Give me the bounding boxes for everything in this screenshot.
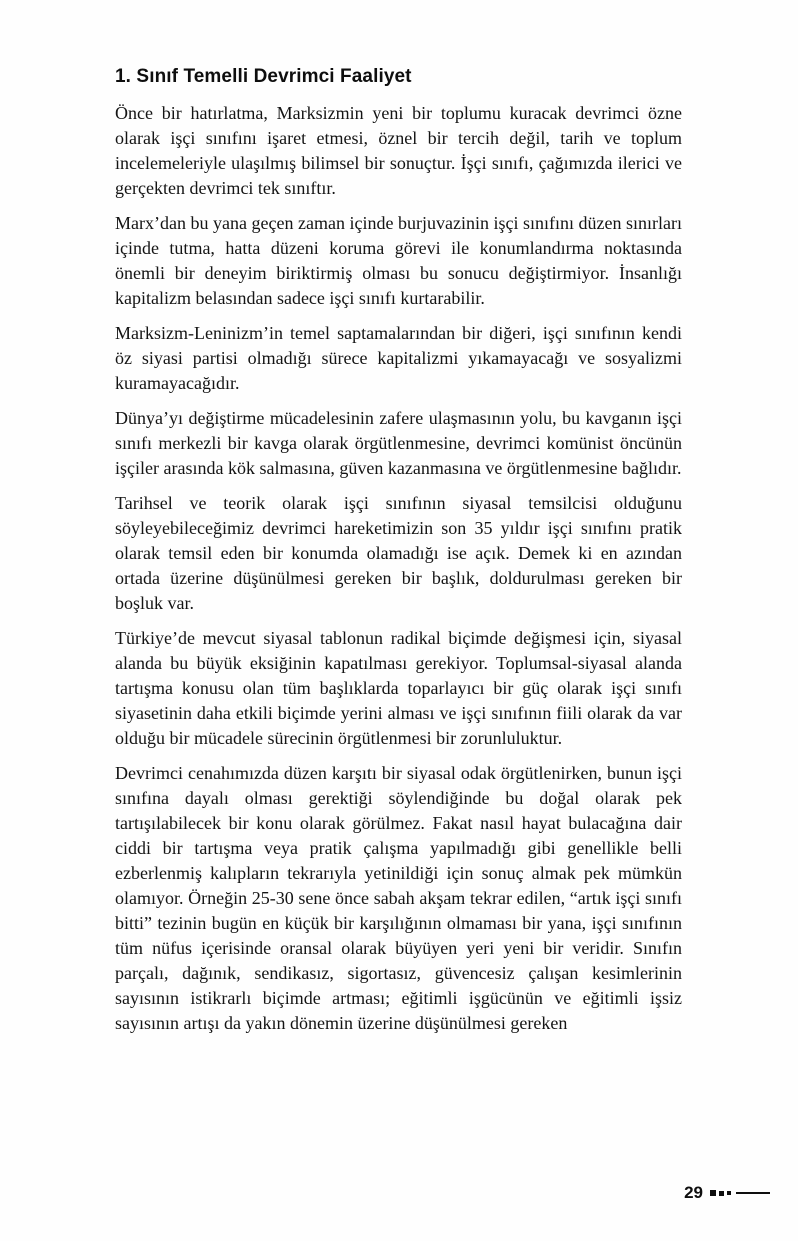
paragraph: Marksizm-Leninizm’in temel saptamalarından bir diğeri, işçi sınıfının kendi öz siyasi partisi olmadığı sürece kapitalizmi yıkamayacağı ve sosyalizmi kuramayacağıdır.: [115, 323, 682, 393]
rule-line: [736, 1192, 770, 1194]
paragraph: Tarihsel ve teorik olarak işçi sınıfının siyasal temsilcisi olduğunu söyleyebileceğimiz devrimci hareketimizin son 35 yıldır işçi sınıfını pratik olarak temsil eden bir konumda olamadığı ise açık. Demek ki en azından ortada üzerine düşünülmesi gereken bir başlık, doldurulması gereken bir boşluk var.: [115, 493, 682, 613]
paragraph: Marx’dan bu yana geçen zaman içinde burjuvazinin işçi sınıfını düzen sınırları içinde tutma, hatta düzeni koruma görevi ile konumlandırma noktasında önemli bir deneyim biriktirmiş olması bu sonucu değiştirmiyor. İnsanlığı kapitalizm belasından sadece işçi sınıfı kurtarabilir.: [115, 213, 682, 308]
square-icon: [710, 1190, 716, 1196]
square-icon: [719, 1191, 724, 1196]
paragraph: Devrimci cenahımızda düzen karşıtı bir siyasal odak örgütlenirken, bunun işçi sınıfına dayalı olması gerektiği söylendiğinde bu doğal olarak pek tartışılabilecek bir konu olarak görülmez. Fakat nasıl hayat bulacağına dair ciddi bir tartışma veya pratik çalışma yapılmadığı gibi genellikle belli ezberlenmiş kalıpların tekrarıyla yetinildiği için sonuç almak pek mümkün olamıyor. Örneğin 25-30 sene önce sabah akşam tekrar edilen, “artık işçi sınıfı bitti” tezinin bugün en küçük bir karşılığının olmaması bir yana, işçi sınıfının tüm nüfus içerisinde oransal olarak büyüyen yeri yeni bir veridir. Sınıfın parçalı, dağınık, sendikasız, sigortasız, güvencesiz çalışan kesimlerinin sayısının istikrarlı biçimde artması; eğitimli işgücünün ve eğitimli işsiz sayısının artışı da yakın dönemin üzerine düşünülmesi gereken: [115, 763, 682, 1033]
paragraph: Dünya’yı değiştirme mücadelesinin zafere ulaşmasının yolu, bu kavganın işçi sınıfı merkezli bir kavga olarak örgütlenmesine, devrimci komünist öncünün işçiler arasında kök salmasına, güven kazanmasına ve örgütlenmesine bağlıdır.: [115, 408, 682, 478]
section-heading: 1. Sınıf Temelli Devrimci Faaliyet: [115, 66, 412, 87]
page-number: 29: [684, 1183, 703, 1202]
body-text: [115, 101, 682, 1036]
page-footer: [684, 1183, 770, 1203]
paragraph: Önce bir hatırlatma, Marksizmin yeni bir toplumu kuracak devrimci özne olarak işçi sınıfını işaret etmesi, öznel bir tercih değil, tarih ve toplum incelemeleriyle ulaşılmış bilimsel bir sonuçtur. İşçi sınıfı, çağımızda ilerici ve gerçekten devrimci tek sınıftır.: [115, 103, 682, 198]
paragraph: Türkiye’de mevcut siyasal tablonun radikal biçimde değişmesi için, siyasal alanda bu büyük eksiğinin kapatılması gerekiyor. Toplumsal-siyasal alanda tartışma konusu olan tüm başlıklarda toparlayıcı bir güç olarak işçi sınıfı siyasetinin daha etkili biçimde yerini alması ve işçi sınıfının fiili olarak da var olduğu bir mücadele sürecinin örgütlenmesi bir zorunluluktur.: [115, 628, 682, 748]
square-icon: [727, 1191, 731, 1195]
footer-ornament-icon: [710, 1190, 770, 1196]
